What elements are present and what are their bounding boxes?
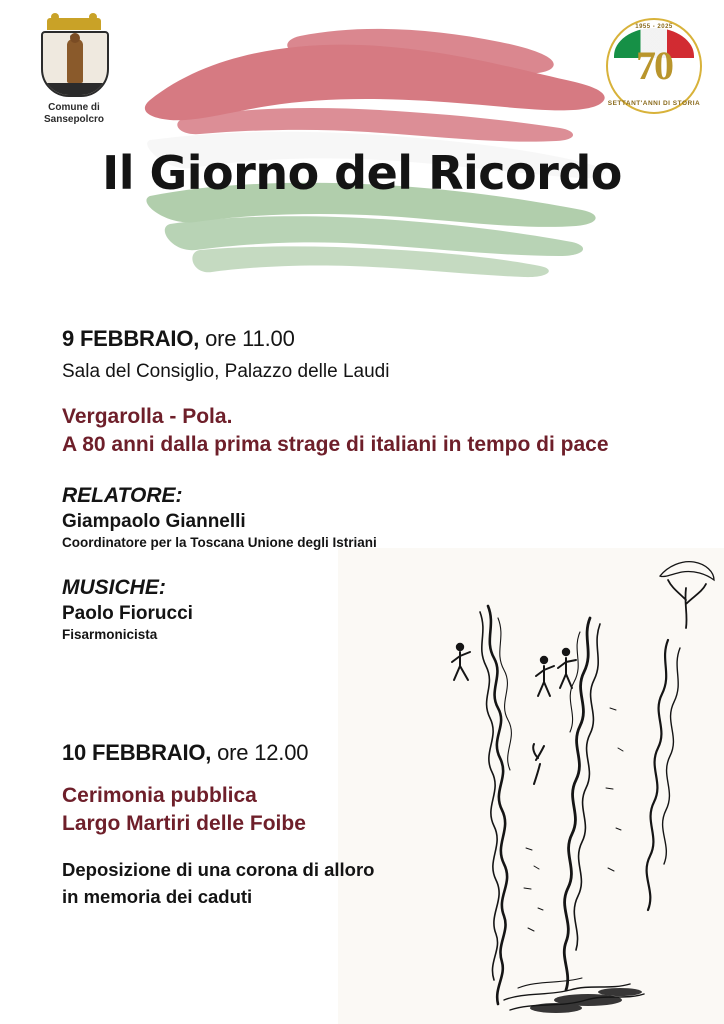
event-1-venue: Sala del Consiglio, Palazzo delle Laudi: [62, 361, 390, 382]
event-1-date: 9 FEBBRAIO, ore 11.00: [62, 326, 295, 351]
event-1-highlight: Vergarolla - Pola. A 80 anni dalla prima strage di italiani in tempo di pace: [62, 405, 609, 456]
event-2-highlight: Cerimonia pubblica Largo Martiri delle Foibe: [62, 784, 306, 835]
event-1-role-subtitle-0: Coordinatore per la Toscana Unione degli Istriani: [62, 535, 377, 551]
anniversary-emblem-icon: 1955 - 2025 70 SETTANT'ANNI DI STORIA: [606, 18, 702, 114]
coat-of-arms-icon: [41, 18, 107, 96]
event-2-description: Deposizione di una corona di alloro in memoria dei caduti: [62, 859, 375, 908]
crest-caption: Comune di Sansepolcro: [43, 102, 105, 125]
event-1-role-label-0: RELATORE:: [62, 484, 183, 508]
comune-crest: [36, 18, 112, 125]
event-block-2: [62, 740, 492, 911]
event-1-role-name-0: Giampaolo Giannelli: [62, 511, 246, 533]
event-block-1: [62, 326, 662, 642]
event-1-role-name-1: Paolo Fiorucci: [62, 603, 193, 625]
event-2-date: 10 FEBBRAIO, ore 12.00: [62, 740, 309, 765]
poster-header: [0, 0, 724, 300]
page-title: Il Giorno del Ricordo: [102, 146, 622, 200]
event-1-role-label-1: MUSICHE:: [62, 576, 166, 600]
event-1-role-subtitle-1: Fisarmonicista: [62, 627, 158, 643]
